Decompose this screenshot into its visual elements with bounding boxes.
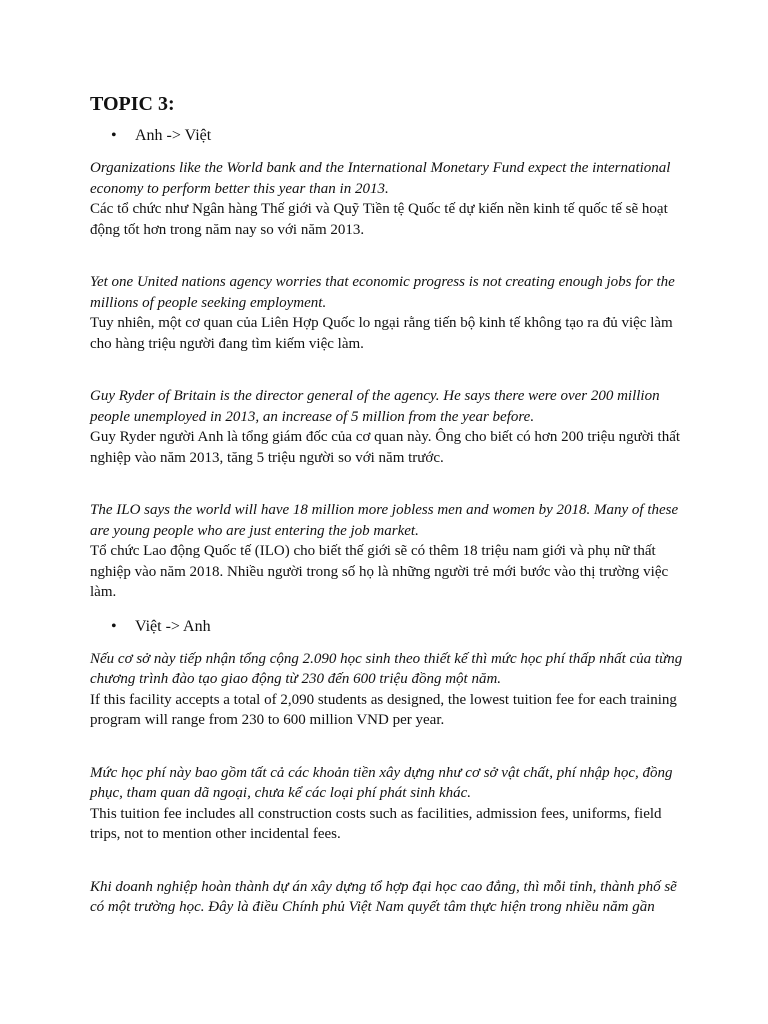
source-sentence: Mức học phí này bao gồm tất cả các khoản tiền xây dựng như cơ sở vật chất, phí nhập học, đồng phục, tham quan dã ngoại, chưa kể các loại phí phát sinh khác.: [90, 764, 673, 801]
translation-pair: [90, 158, 690, 240]
source-sentence: The ILO says the world will have 18 million more jobless men and women by 2018. Many of these are young people who are just entering the job market.: [90, 502, 679, 539]
source-sentence: Yet one United nations agency worries that economic progress is not creating enough jobs for the millions of people seeking employment.: [90, 274, 675, 311]
translated-sentence: This tuition fee includes all construction costs such as facilities, admission fees, uniforms, field trips, not to mention other incidental fees.: [90, 805, 662, 842]
translated-sentence: Các tổ chức như Ngân hàng Thế giới và Quỹ Tiền tệ Quốc tế dự kiến nền kinh tế quốc tế sẽ hoạt động tốt hơn trong năm nay so với năm 2013.: [90, 201, 668, 238]
translated-sentence: Tổ chức Lao động Quốc tế (ILO) cho biết thế giới sẽ có thêm 18 triệu nam giới và phụ nữ thất nghiệp vào năm 2018. Nhiều người trong số họ là những người trẻ mới bước vào thị trường việc làm.: [90, 543, 669, 600]
translated-sentence: Guy Ryder người Anh là tổng giám đốc của cơ quan này. Ông cho biết có hơn 200 triệu người thất nghiệp vào năm 2013, tăng 5 triệu người so với năm trước.: [90, 429, 681, 466]
translated-sentence: Tuy nhiên, một cơ quan của Liên Hợp Quốc lo ngại rằng tiến bộ kinh tế không tạo ra đủ việc làm cho hàng triệu người đang tìm kiếm việc làm.: [90, 315, 673, 352]
document-page: [90, 92, 690, 918]
translation-pair: [90, 500, 690, 603]
section-heading-label: Anh -> Việt: [135, 127, 212, 144]
section-heading-label: Việt -> Anh: [135, 617, 211, 635]
translation-pair: [90, 386, 690, 468]
translated-sentence: If this facility accepts a total of 2,090 students as designed, the lowest tuition fee for each training program will range from 230 to 600 million VND per year.: [90, 691, 677, 728]
source-sentence: Guy Ryder of Britain is the director general of the agency. He says there were over 200 million people unemployed in 2013, an increase of 5 million from the year before.: [90, 388, 660, 425]
translation-pair: [90, 649, 690, 731]
source-sentence: Nếu cơ sở này tiếp nhận tổng cộng 2.090 học sinh theo thiết kế thì mức học phí thấp nhất của từng chương trình đào tạo giao động từ 230 đến 600 triệu đồng một năm.: [90, 650, 683, 687]
section-heading-vi-en: [90, 617, 690, 637]
translation-pair: [90, 763, 690, 845]
source-sentence: Khi doanh nghiệp hoàn thành dự án xây dựng tổ hợp đại học cao đẳng, thì mỗi tỉnh, thành phố sẽ có một trường học. Đây là điều Chính phủ Việt Nam quyết tâm thực hiện trong nhiều năm gần: [90, 878, 677, 915]
bullet-icon: •: [111, 617, 117, 635]
bullet-icon: •: [111, 127, 117, 144]
section-heading-en-vi: [90, 126, 690, 146]
page-title: TOPIC 3:: [90, 93, 175, 115]
translation-pair: [90, 272, 690, 354]
translation-pair: [90, 877, 690, 918]
source-sentence: Organizations like the World bank and the International Monetary Fund expect the international economy to perform better this year than in 2013.: [90, 160, 671, 197]
